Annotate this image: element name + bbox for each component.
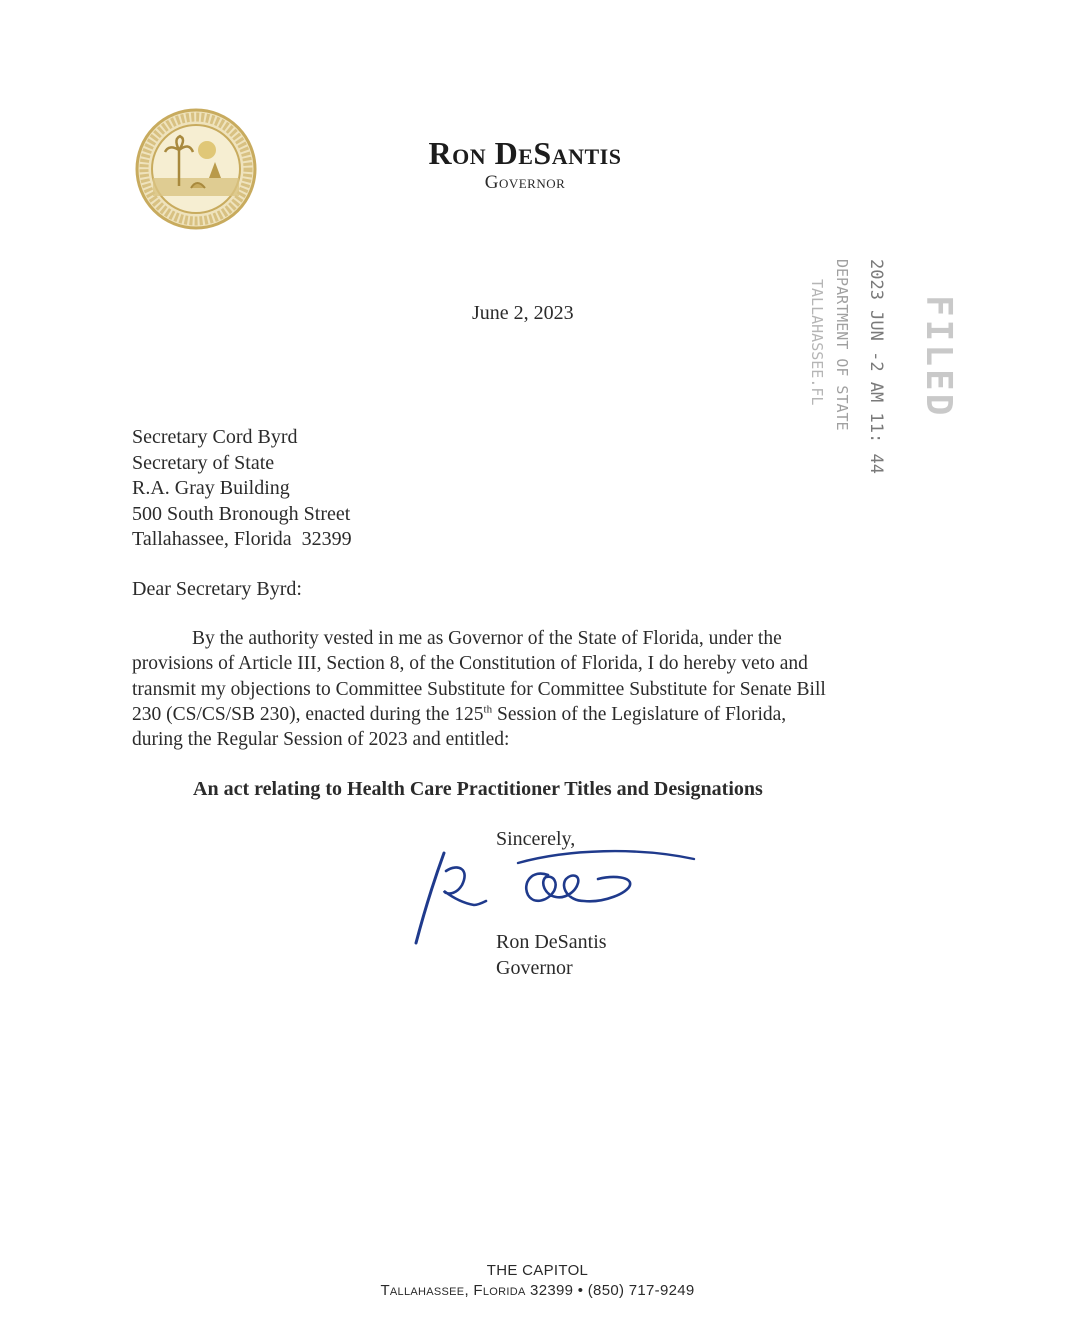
signer-title: Governor [496,957,573,979]
footer-building: THE CAPITOL [486,1262,589,1279]
ordinal-suffix: th [483,703,493,716]
recipient-title: Secretary of State [132,451,275,474]
recipient-name: Secretary Cord Byrd [132,426,298,448]
body-line: during the Regular Session of 2023 and entitled: [132,729,510,751]
stamp-datetime: 2023 JUN -2 AM 11: 44 [866,259,886,474]
act-title: An act relating to Health Care Practitioner Titles and Designations [193,778,763,800]
footer-contact [0,1282,1075,1299]
footer-zip-phone: 32399 • (850) 717-9249 [525,1282,695,1299]
footer-city: Tallahassee, Florida [380,1282,526,1299]
body-line: By the authority vested in me as Governor of the State of Florida, under the [192,628,782,649]
recipient-address [132,425,352,553]
state-seal-icon [135,108,257,230]
body-line-part: Session of the Legislature of Florida, [492,703,787,725]
letterhead [380,136,670,194]
closing: Sincerely, [496,828,576,850]
stamp-status: FILED [918,295,959,419]
filed-stamp [800,255,970,480]
stamp-department: DEPARTMENT OF STATE [833,259,851,431]
body-line: transmit my objections to Committee Substitute for Committee Substitute for Senate Bill [132,678,826,700]
body-paragraph [132,626,932,752]
governor-name: Ron DeSantis [428,135,622,171]
recipient-building: R.A. Gray Building [132,477,290,499]
stamp-city: TALLAHASSEE.FL [808,279,826,406]
letter-date: June 2, 2023 [472,302,574,324]
recipient-city: Tallahassee, Florida 32399 [132,528,352,550]
recipient-street: 500 South Bronough Street [132,502,351,525]
body-line-part: 230 (CS/CS/SB 230), enacted during the 125 [132,703,484,725]
body-line: provisions of Article III, Section 8, of the Constitution of Florida, I do hereby veto and [132,653,808,675]
signer-name: Ron DeSantis [496,931,607,953]
governor-title: Governor [484,172,566,193]
footer [0,1262,1075,1299]
body-line [132,702,932,727]
salutation: Dear Secretary Byrd: [132,578,302,600]
signer-block [496,929,607,981]
